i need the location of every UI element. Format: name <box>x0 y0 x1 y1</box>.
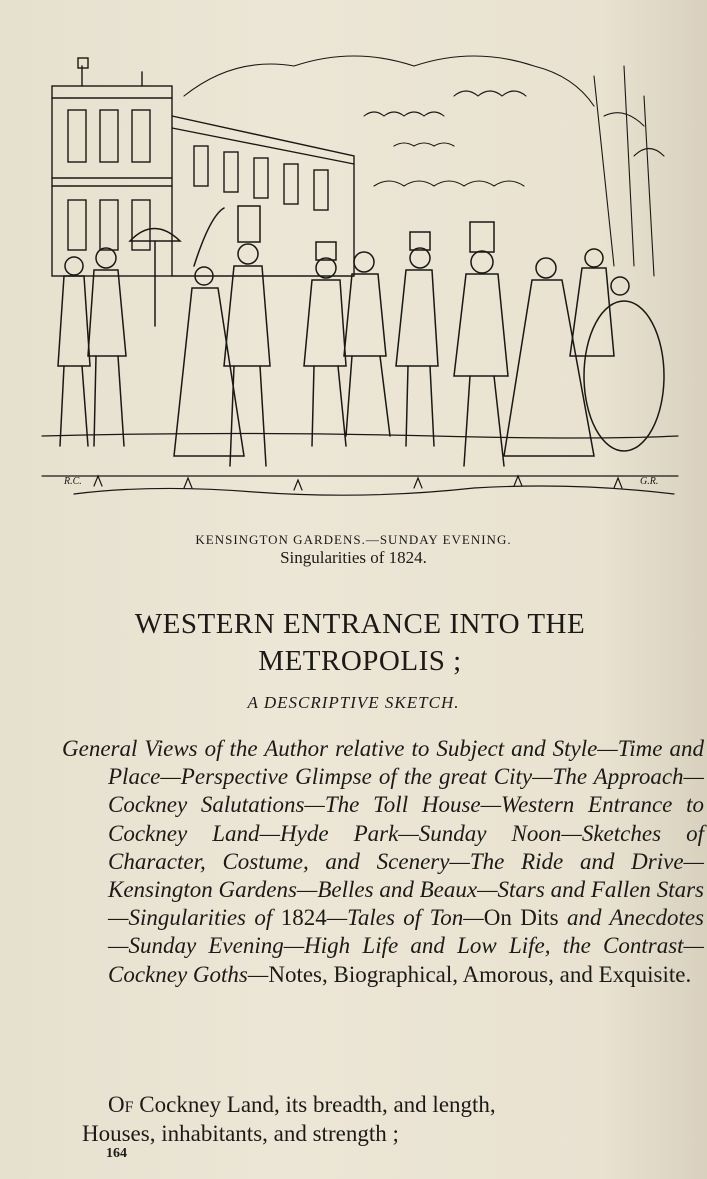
illustration-caption: KENSINGTON GARDENS.—SUNDAY EVENING. <box>195 532 512 547</box>
synopsis-text-1: General Views of the Author relative to Subject and Style—Time and Place—Perspective Glimpse of the great City—The Approach—Cockney Salutations—The Toll House—Western Entrance to Cockney Land—Hyde Park—Sunday Noon—Sketches of Character, Costume, and Scenery—The Ride and Drive—Kensington Gardens—Belles and Beaux—Stars and Fallen Stars—Singularities of <box>62 736 704 931</box>
artist-signature-right: G.R. <box>640 476 659 487</box>
synopsis-year: 1824 <box>280 905 327 931</box>
synopsis-text-3: and Anecdotes—Sunday Evening—High Life and Low Life, the Contrast—Cockney Goths— <box>108 905 705 987</box>
chapter-title: WESTERN ENTRANCE INTO THE METROPOLIS ; <box>134 608 586 677</box>
synopsis-text-2: —Tales of Ton— <box>326 905 484 931</box>
synopsis-on-dits: On Dits <box>483 905 559 931</box>
verse-line-1 <box>108 1090 668 1119</box>
building-drawing <box>52 58 354 276</box>
page-number: 164 <box>106 1146 127 1161</box>
verse-excerpt <box>82 1090 668 1148</box>
verse-line-1-text: Cockney Land, its breadth, and length, <box>133 1092 496 1117</box>
chapter-synopsis <box>62 735 704 989</box>
ground-drawing <box>42 434 678 496</box>
verse-line-2: Houses, inhabitants, and strength ; <box>82 1121 399 1146</box>
trees-drawing <box>184 56 664 276</box>
illustration-subcaption: Singularities of 1824. <box>280 548 427 567</box>
verse-drop-word: Of <box>108 1092 134 1117</box>
artist-signature-left: R.C. <box>64 476 82 487</box>
synopsis-notes: Notes, Biographical, Amorous, and Exquisite. <box>268 961 692 987</box>
chapter-subtitle: A DESCRIPTIVE SKETCH. <box>247 693 460 712</box>
crowd-figures <box>58 206 664 466</box>
engraving-illustration <box>34 36 684 516</box>
